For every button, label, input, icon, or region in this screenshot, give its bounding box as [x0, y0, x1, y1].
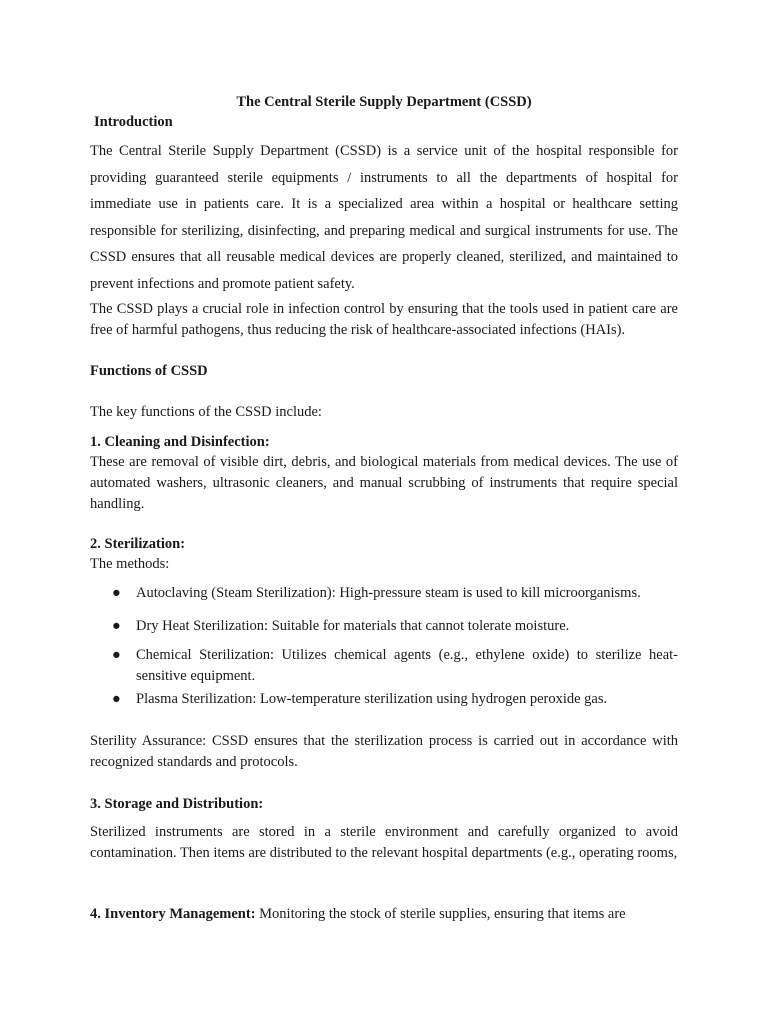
inventory-heading: 4. Inventory Management:	[90, 906, 256, 922]
introduction-paragraph-2: The CSSD plays a crucial role in infection control by ensuring that the tools used in patient care are free of harmful pathogens, thus reducing the risk of healthcare-associated infections (HAIs).	[90, 301, 678, 338]
functions-intro: The key functions of the CSSD include:	[90, 404, 322, 420]
functions-heading: Functions of CSSD	[90, 363, 208, 379]
storage-heading: 3. Storage and Distribution:	[90, 796, 264, 812]
document-title: The Central Sterile Supply Department (CSSD)	[236, 94, 532, 110]
method-dry-heat: Dry Heat Sterilization: Suitable for materials that cannot tolerate moisture.	[136, 618, 570, 634]
introduction-heading: Introduction	[94, 114, 173, 130]
introduction-paragraph-1: The Central Sterile Supply Department (CSSD) is a service unit of the hospital responsible for providing guaranteed sterile equipments / instruments to all the departments of hospital for immediate use in patients care. It is a specialized area within a hospital or healthcare setting responsible for sterilizing, disinfecting, and preparing medical and surgical instruments for use. The CSSD ensures that all reusable medical devices are properly cleaned, sterilized, and maintained to prevent infections and promote patient safety.	[90, 143, 678, 292]
bullet-icon: ●	[112, 618, 121, 634]
list-item	[90, 616, 678, 637]
list-item	[90, 583, 678, 604]
bullet-icon: ●	[112, 585, 121, 601]
methods-label: The methods:	[90, 556, 170, 572]
list-item	[90, 689, 678, 710]
document-page	[90, 0, 678, 1024]
sterilization-methods-list	[90, 583, 678, 710]
inventory-text: Monitoring the stock of sterile supplies, ensuring that items are	[255, 906, 626, 922]
list-item	[90, 645, 678, 687]
sterilization-heading: 2. Sterilization:	[90, 536, 186, 552]
method-chemical: Chemical Sterilization: Utilizes chemical agents (e.g., ethylene oxide) to sterilize heat-sensitive equipment.	[136, 647, 678, 684]
cleaning-paragraph: These are removal of visible dirt, debris, and biological materials from medical devices. The use of automated washers, ultrasonic cleaners, and manual scrubbing of instruments that require special handling.	[90, 454, 678, 512]
method-autoclaving: Autoclaving (Steam Sterilization): High-pressure steam is used to kill microorganisms.	[136, 585, 641, 601]
storage-paragraph: Sterilized instruments are stored in a sterile environment and carefully organized to avoid contamination. Then items are distributed to the relevant hospital departments (e.g., operating rooms,	[90, 824, 678, 861]
inventory-paragraph	[90, 904, 678, 925]
cleaning-heading: 1. Cleaning and Disinfection:	[90, 434, 270, 450]
sterility-assurance-paragraph: Sterility Assurance: CSSD ensures that the sterilization process is carried out in accordance with recognized standards and protocols.	[90, 733, 678, 770]
bullet-icon: ●	[112, 647, 121, 663]
method-plasma: Plasma Sterilization: Low-temperature sterilization using hydrogen peroxide gas.	[136, 691, 608, 707]
bullet-icon: ●	[112, 691, 121, 707]
